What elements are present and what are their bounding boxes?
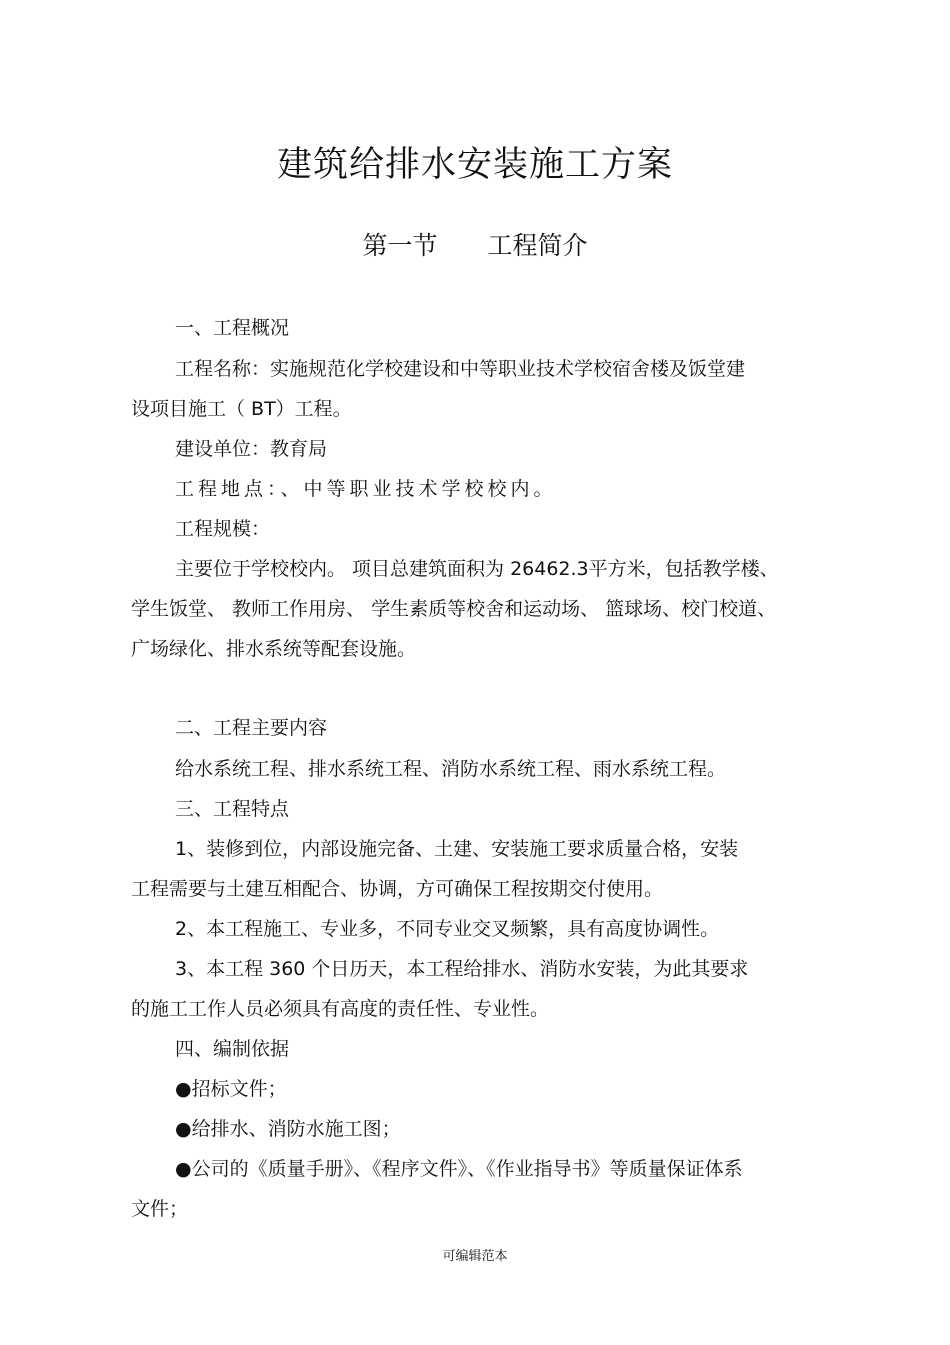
paragraph-line: 工程规模： [175,518,271,540]
bullet-item: ●公司的《质量手册》、《程序文件》、《作业指导书》等质量保证体系 [175,1158,743,1180]
paragraph-line: 主要位于学校校内。 项目总建筑面积为 26462.3平方米，包括教学楼、 [175,558,779,580]
page-footer: 可编辑范本 [442,1249,508,1264]
section-heading: 第一节 工程简介 [362,231,588,260]
paragraph-line: 文件； [131,1198,189,1220]
bullet-item: ●招标文件； [175,1078,287,1100]
heading-features: 三、工程特点 [175,798,290,820]
paragraph-line: 给水系统工程、排水系统工程、消防水系统工程、雨水系统工程。 [175,758,727,780]
paragraph-line: 工程地点：、中等职业技术学校校内。 [175,478,557,500]
heading-main-content: 二、工程主要内容 [175,717,328,739]
heading-overview: 一、工程概况 [175,317,290,339]
paragraph-line: 3、本工程 360 个日历天，本工程给排水、消防水安装，为此其要求 [175,958,749,980]
paragraph-line: 建设单位：教育局 [175,438,328,460]
paragraph-line: 工程名称：实施规范化学校建设和中等职业技术学校宿舍楼及饭堂建 [175,358,746,380]
paragraph-line: 的施工工作人员必须具有高度的责任性、专业性。 [131,998,550,1020]
paragraph-line: 工程需要与土建互相配合、协调，方可确保工程按期交付使用。 [131,878,664,900]
document-title: 建筑给排水安装施工方案 [276,145,673,185]
paragraph-line: 2、本工程施工、专业多，不同专业交叉频繁，具有高度协调性。 [175,918,720,940]
paragraph-line: 设项目施工（ BT）工程。 [131,398,352,420]
paragraph-line: 1、装修到位，内部设施完备、土建、安装施工要求质量合格，安装 [175,838,739,860]
heading-basis: 四、编制依据 [175,1038,290,1060]
paragraph-line: 广场绿化、排水系统等配套设施。 [131,638,417,660]
bullet-item: ●给排水、消防水施工图； [175,1118,401,1140]
paragraph-line: 学生饭堂、 教师工作用房、 学生素质等校舍和运动场、 篮球场、校门校道、 [131,598,777,620]
